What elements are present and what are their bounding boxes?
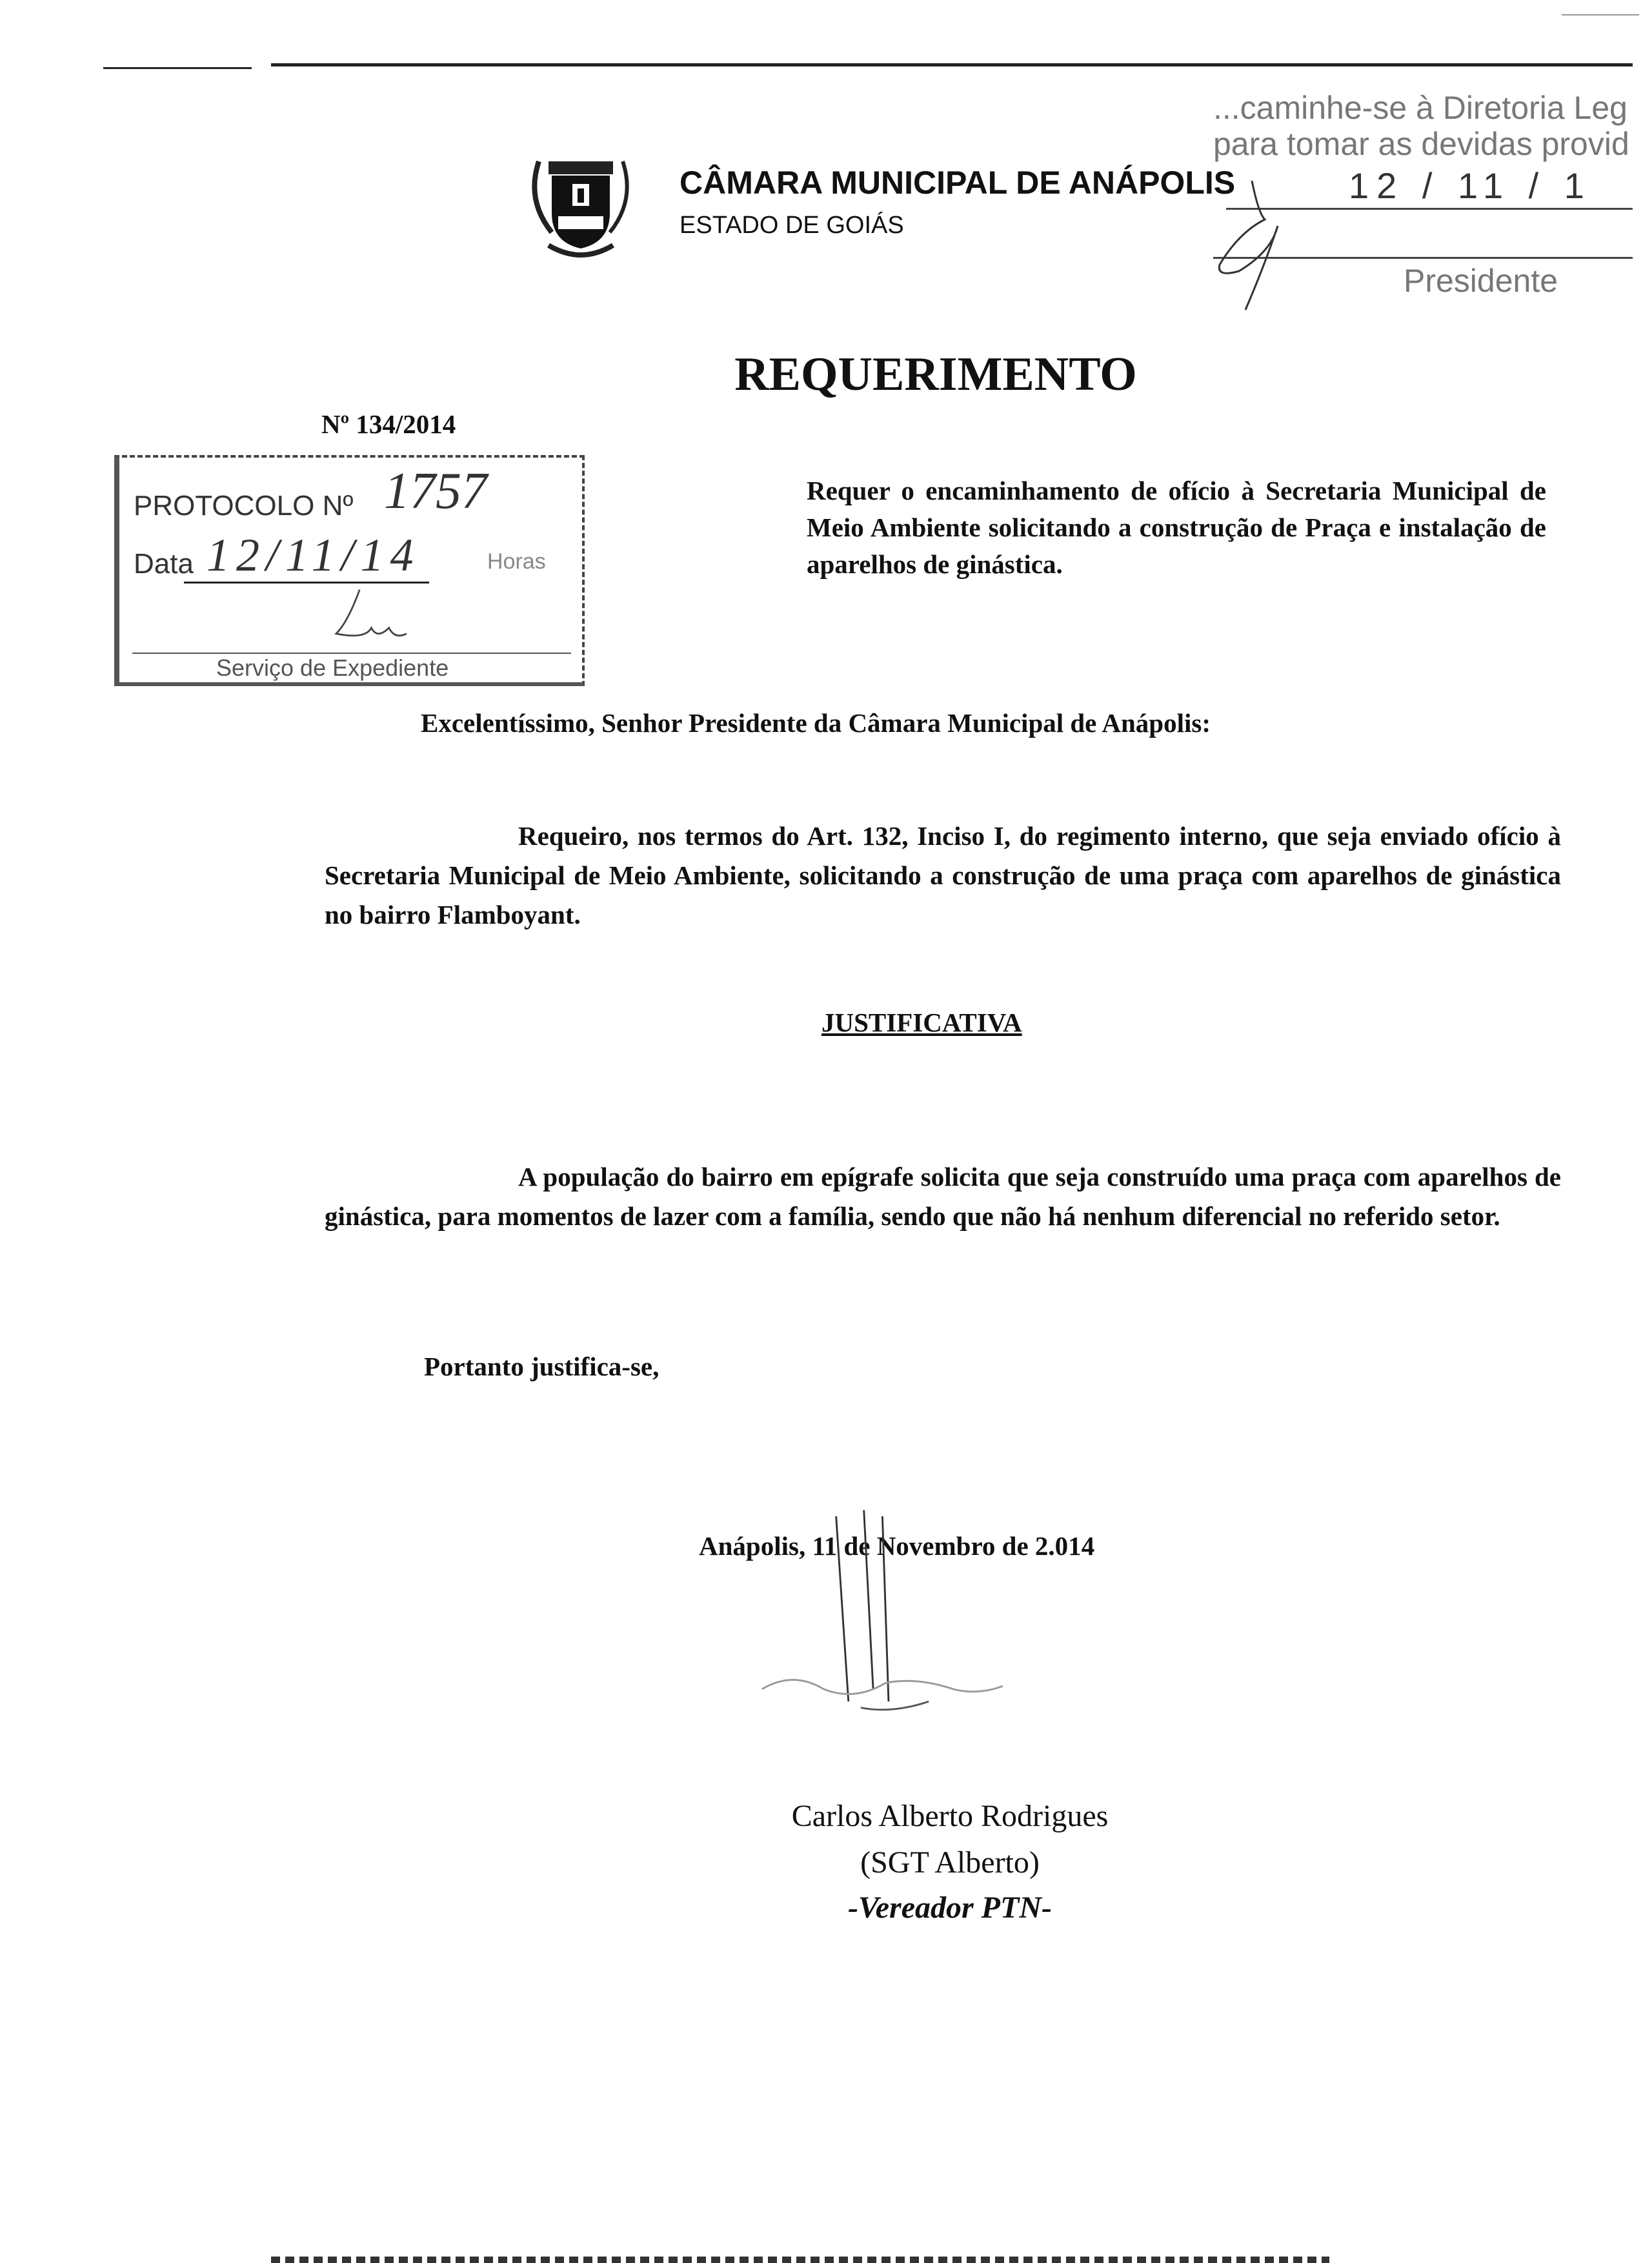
dispatch-stamp-line1: ...caminhe-se à Diretoria Leg <box>1213 90 1627 126</box>
state-name: ESTADO DE GOIÁS <box>680 212 904 239</box>
protocol-date: 12/11/14 <box>206 529 420 581</box>
author-signature <box>749 1504 1084 1788</box>
institution-name: CÂMARA MUNICIPAL DE ANÁPOLIS <box>680 165 1236 201</box>
document-number: Nº 134/2014 <box>321 409 456 439</box>
request-paragraph: Requeiro, nos termos do Art. 132, Inciso I, do regimento interno, que seja enviado ofício à Secretaria Municipal de Meio Ambiente, solicitando a construção de uma praça com aparelhos de ginástica no bairro Flamboyant. <box>325 821 1561 929</box>
dispatch-stamp-role: Presidente <box>1404 263 1558 299</box>
signer-role: -Vereador PTN- <box>848 1891 1052 1925</box>
document-title: REQUERIMENTO <box>734 348 1137 401</box>
protocol-sign-line <box>132 653 571 654</box>
municipal-coat-of-arms-logo <box>513 136 649 265</box>
protocol-stamp <box>114 455 585 686</box>
dispatch-stamp-date: 12 / 11 / 1 <box>1349 165 1592 206</box>
protocol-label: PROTOCOLO Nº <box>134 490 354 522</box>
document-summary: Requer o encaminhamento de ofício à Secretaria Municipal de Meio Ambiente solicitando a construção de Praça e instalação de aparelhos de ginástica. <box>807 476 1546 579</box>
protocol-date-label: Data <box>134 548 194 580</box>
top-rule <box>271 63 1633 66</box>
dispatch-stamp-line2: para tomar as devidas provid <box>1213 126 1629 162</box>
protocol-number: 1757 <box>384 463 487 520</box>
justification-paragraph: A população do bairro em epígrafe solicita que seja construído uma praça com aparelhos de ginástica, para momentos de lazer com a família, sendo que não há nenhum diferencial no referido setor. <box>325 1162 1561 1231</box>
protocol-date-line <box>184 582 429 584</box>
signer-name: Carlos Alberto Rodrigues <box>791 1799 1109 1833</box>
justification-heading: JUSTIFICATIVA <box>821 1008 1022 1037</box>
closing: Portanto justifica-se, <box>424 1352 660 1381</box>
protocol-hour-label: Horas <box>487 549 546 574</box>
place-date: Anápolis, 11 de Novembro de 2.014 <box>699 1531 1095 1561</box>
signer-nickname: (SGT Alberto) <box>860 1845 1040 1880</box>
protocol-initials <box>326 587 423 651</box>
corner-mark <box>1562 14 1639 15</box>
footer-text-remnant <box>271 2257 1329 2263</box>
salutation: Excelentíssimo, Senhor Presidente da Câmara Municipal de Anápolis: <box>421 708 1211 738</box>
top-rule-left <box>103 67 252 69</box>
protocol-service: Serviço de Expediente <box>216 655 449 681</box>
